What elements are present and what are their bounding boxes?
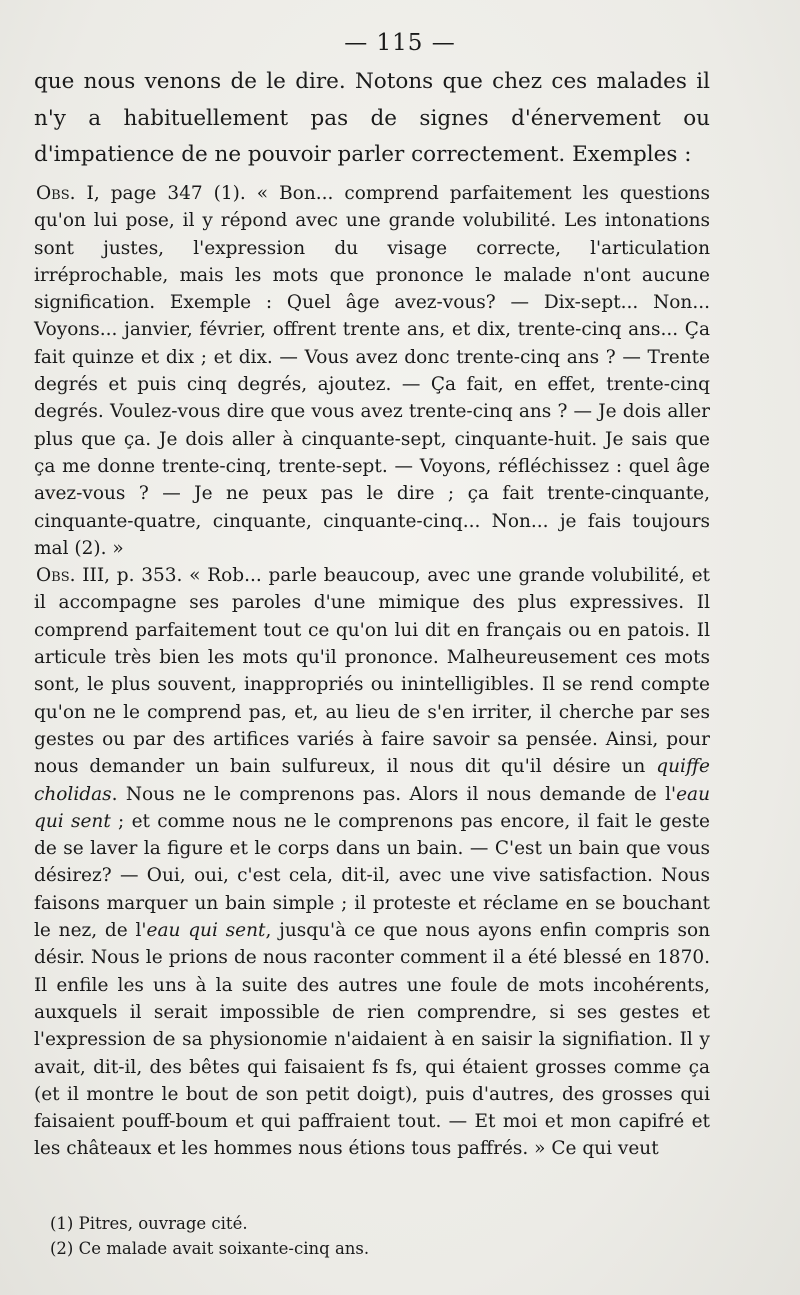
observation-1-text: page 347 (1). « Bon... comprend parfaitement les questions qu'on lui pose, il y répond avec une grande volubilité. Les intonations sont justes, l'expression du visage correcte, l'articulation irréprochable, mais les mots que prononce le malade n'ont aucune signification. Exemple : Quel âge avez-vous? — Dix-sept... Non... Voyons... janvier, février, offrent trente ans, et dix, trente-cinq ans... Ça fait quinze et dix ; et dix. — Vous avez donc trente-cinq ans ? — Trente degrés et puis cinq degrés, ajoutez. — Ça fait, en effet, trente-cinq degrés. Voulez-vous dire que vous avez trente-cinq ans ? — Je dois aller plus que ça. Je dois aller à cinquante-sept, cinquante-huit. Je sais que ça me donne trente-cinq, trente-sept. — Voyons, réfléchissez : quel âge avez-vous ? — Je ne peux pas le dire ; ça fait trente-cinquante, cinquante-quatre, cinquante, cinquante-cinq... Non... je fais toujours mal (2). »: [34, 183, 710, 559]
observation-3-text-part3: ; et comme nous ne le comprenons pas encore, il fait le geste de se laver la figure et le corps dans un bain. — C'est un bain que vous désirez? — Oui, oui, c'est cela, dit-il, avec une vive satisfaction. Nous faisons marquer un bain simple ; il proteste et réclame en se bouchant le nez, de l': [34, 810, 710, 942]
observation-1-label: Obs. I,: [36, 183, 100, 204]
footnote-2: (2) Ce malade avait soixante-cinq ans.: [50, 1239, 370, 1258]
observation-3-text-part2: . Nous ne le comprenons pas. Alors il nous demande de l': [111, 783, 677, 805]
observations-body: [34, 180, 710, 1163]
observation-3-italic-1: quiffe cholidas: [34, 756, 710, 805]
observation-1: [34, 180, 710, 562]
observation-3: [34, 562, 710, 1163]
observation-3-text-part4: , jusqu'à ce que nous ayons enfin compris son désir. Nous le prions de nous raconter comment il a été blessé en 1870. Il enfile les uns à la suite des autres une foule de mots incohérents, auxquels il serait impossible de rien comprendre, si ses gestes et l'expression de sa physionomie n'aidaient à en saisir la signifiation. Il y avait, dit-il, des bêtes qui faisaient fs fs, qui étaient grosses comme ça (et il montre le bout de son petit doigt), puis d'autres, des grosses qui faisaient pouff-boum et qui paffraient tout. — Et moi et mon capifré et les châteaux et les hommes nous étions tous paffrés. » Ce qui veut: [34, 920, 711, 1160]
intro-paragraph: [34, 64, 710, 174]
page-number: — 115 —: [344, 30, 456, 56]
observation-3-italic-3: eau qui sent: [146, 920, 266, 942]
footnotes: [50, 1211, 710, 1261]
footnote-1: (1) Pitres, ouvrage cité.: [50, 1214, 248, 1233]
observation-3-italic-2: eau qui sent: [34, 783, 710, 832]
observation-3-label: Obs. III,: [36, 565, 111, 587]
observation-3-text-part1: p. 353. « Rob... parle beaucoup, avec une grande volubilité, et il accompagne ses paroles d'une mimique des plus expressives. Il comprend parfaitement tout ce qu'on lui dit en français ou en patois. Il articule très bien les mots qu'il prononce. Malheureusement ces mots sont, le plus souvent, inappropriés ou inintelligibles. Il se rend compte qu'on ne le comprend pas, et, au lieu de s'en irriter, il cherche par ses gestes ou par des artifices variés à faire savoir sa pensée. Ainsi, pour nous demander un bain sulfureux, il nous dit qu'il désire un: [34, 565, 710, 778]
intro-text: que nous venons de le dire. Notons que chez ces malades il n'y a habituellement pas de signes d'énervement ou d'impatience de ne pouvoir parler correctement. Exemples :: [34, 69, 710, 167]
